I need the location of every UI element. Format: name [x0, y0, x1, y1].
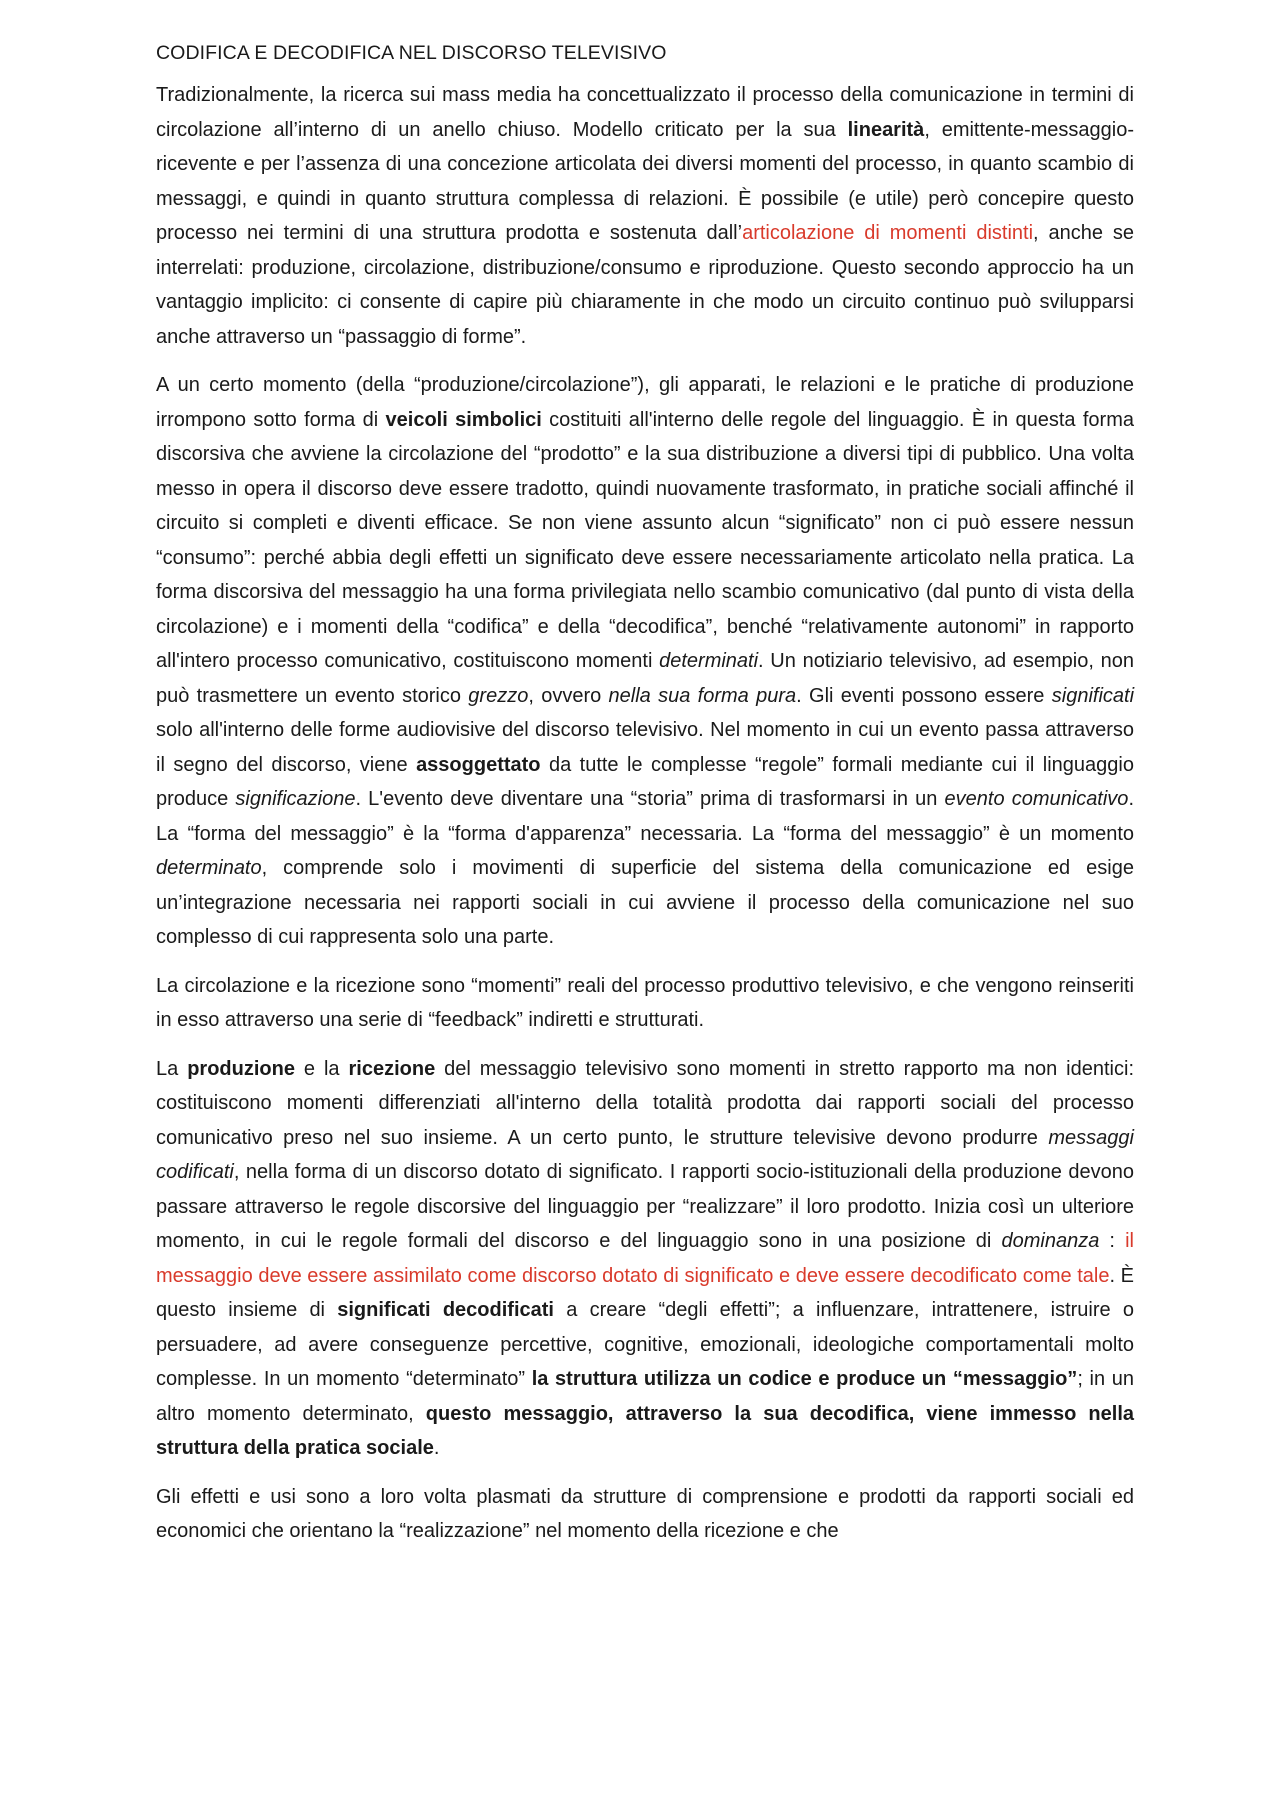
- italic-text: messaggi codificati: [156, 1126, 1134, 1183]
- body-text: :: [1099, 1230, 1126, 1252]
- body-text: e la: [294, 1057, 349, 1080]
- document-title: CODIFICA E DECODIFICA NEL DISCORSO TELEVISIVO: [156, 42, 667, 64]
- bold-text: la struttura utilizza un codice e produce un “messaggio”: [531, 1368, 1078, 1390]
- highlighted-text: il messaggio deve essere assimilato come discorso dotato di significato e deve essere decodificato come tale: [156, 1230, 1134, 1287]
- highlighted-text: articolazione di momenti distinti: [742, 222, 1034, 244]
- body-text: , anche se interrelati: produzione, circolazione, distribuzione/consumo e riproduzione. Questo secondo approccio ha un vantaggio implicito: ci consente di capire più chiaramente in che modo un circuito continuo può svilupparsi anche attraverso un “passaggio di forme”.: [156, 222, 1134, 348]
- document-body: [156, 78, 1134, 1549]
- body-text: A un certo momento (della “produzione/circolazione”), gli apparati, le relazioni e le pratiche di produzione irrompono sotto forma di: [156, 374, 1134, 431]
- body-text: . Un notiziario televisivo, ad esempio, non può trasmettere un evento storico: [156, 650, 1134, 707]
- body-text: a creare “degli effetti”; a influenzare, intrattenere, istruire o persuadere, ad avere conseguenze percettive, cognitive, emozionali, ideologiche comportamentali molto complesse. In un momento “determinato”: [156, 1299, 1134, 1390]
- body-text: costituiti all'interno delle regole del linguaggio. È in questa forma discorsiva che avviene la circolazione del “prodotto” e la sua distribuzione a diversi tipi di pubblico. Una volta messo in opera il discorso deve essere tradotto, quindi nuovamente trasformato, in pratiche sociali affinché il circuito si completi e diventi efficace. Se non viene assunto alcun “significato” non ci può essere nessun “consumo”: perché abbia degli effetti un significato deve essere necessariamente articolato nella pratica. La forma discorsiva del messaggio ha una forma privilegiata nello scambio comunicativo (dal punto di vista della circolazione) e i momenti della “codifica” e della “decodifica”, benché “relativamente autonomi” in rapporto all'intero processo comunicativo, costituiscono momenti: [156, 408, 1134, 672]
- body-text: . Gli eventi possono essere: [796, 684, 1052, 707]
- body-text: .: [433, 1437, 440, 1459]
- body-text: , nella forma di un discorso dotato di significato. I rapporti socio-istituzionali della produzione devono passare attraverso le regole discorsive del linguaggio per “realizzare” il loro prodotto. Inizia così un ulteriore momento, in cui le regole formali del discorso e del linguaggio sono in una posizione di: [156, 1161, 1134, 1252]
- italic-text: dominanza: [1001, 1230, 1100, 1252]
- document-page: [156, 36, 1134, 1563]
- body-text: , ovvero: [528, 684, 609, 707]
- bold-text: veicoli simbolici: [385, 408, 542, 431]
- paragraph-4: [156, 1052, 1134, 1466]
- italic-text: nella sua forma pura: [608, 684, 797, 707]
- body-text: . La “forma del messaggio” è la “forma d'apparenza” necessaria. La “forma del messaggio” è un momento: [156, 788, 1134, 845]
- body-text: La circolazione e la ricezione sono “momenti” reali del processo produttivo televisivo, e che vengono reinseriti in esso attraverso una serie di “feedback” indiretti e strutturati.: [156, 974, 1134, 1031]
- bold-text: produzione: [187, 1057, 295, 1080]
- bold-text: questo messaggio, attraverso la sua decodifica, viene immesso nella struttura della pratica sociale: [156, 1402, 1135, 1459]
- italic-text: determinato: [156, 857, 262, 879]
- body-text: , comprende solo i movimenti di superficie del sistema della comunicazione ed esige un’integrazione necessaria nei rapporti sociali in cui avviene il processo della comunicazione nel suo complesso di cui rappresenta solo una parte.: [156, 857, 1134, 948]
- italic-text: significazione: [235, 788, 356, 810]
- body-text: ; in un altro momento determinato,: [156, 1368, 1135, 1425]
- body-text: . L'evento deve diventare una “storia” prima di trasformarsi in un: [355, 788, 945, 810]
- italic-text: evento comunicativo: [944, 788, 1129, 810]
- italic-text: significati: [1051, 684, 1135, 707]
- body-text: del messaggio televisivo sono momenti in stretto rapporto ma non identici: costituiscono momenti differenziati all'interno della totalità prodotta dai rapporti sociali del processo comunicativo preso nel suo insieme. A un certo punto, le strutture televisive devono produrre: [156, 1057, 1134, 1149]
- body-text: . È questo insieme di: [156, 1264, 1134, 1321]
- bold-text: ricezione: [348, 1057, 436, 1080]
- paragraph-3: [156, 969, 1134, 1038]
- paragraph-1: [156, 78, 1134, 354]
- body-text: Tradizionalmente, la ricerca sui mass media ha concettualizzato il processo della comunicazione in termini di circolazione all’interno di un anello chiuso. Modello criticato per la sua: [156, 84, 1134, 141]
- body-text: Gli effetti e usi sono a loro volta plasmati da strutture di comprensione e prodotti da rapporti sociali ed economici che orientano la “realizzazione” nel momento della ricezione e che: [156, 1485, 1134, 1542]
- body-text: La: [156, 1057, 188, 1080]
- body-text: da tutte le complesse “regole” formali mediante cui il linguaggio produce: [156, 753, 1134, 810]
- body-text: solo all'interno delle forme audiovisive del discorso televisivo. Nel momento in cui un evento passa attraverso il segno del discorso, viene: [156, 719, 1134, 776]
- body-text: , emittente-messaggio-ricevente e per l’assenza di una concezione articolata dei diversi momenti del processo, in quanto scambio di messaggi, e quindi in quanto struttura complessa di relazioni. È possibile (e utile) però concepire questo processo nei termini di una struttura prodotta e sostenuta dall’: [156, 118, 1135, 244]
- italic-text: grezzo: [468, 684, 529, 707]
- paragraph-2: [156, 368, 1134, 955]
- paragraph-5: [156, 1480, 1134, 1549]
- bold-text: linearità: [847, 118, 925, 141]
- bold-text: assoggettato: [416, 753, 541, 776]
- bold-text: significati decodificati: [337, 1299, 554, 1321]
- italic-text: determinati: [659, 650, 759, 672]
